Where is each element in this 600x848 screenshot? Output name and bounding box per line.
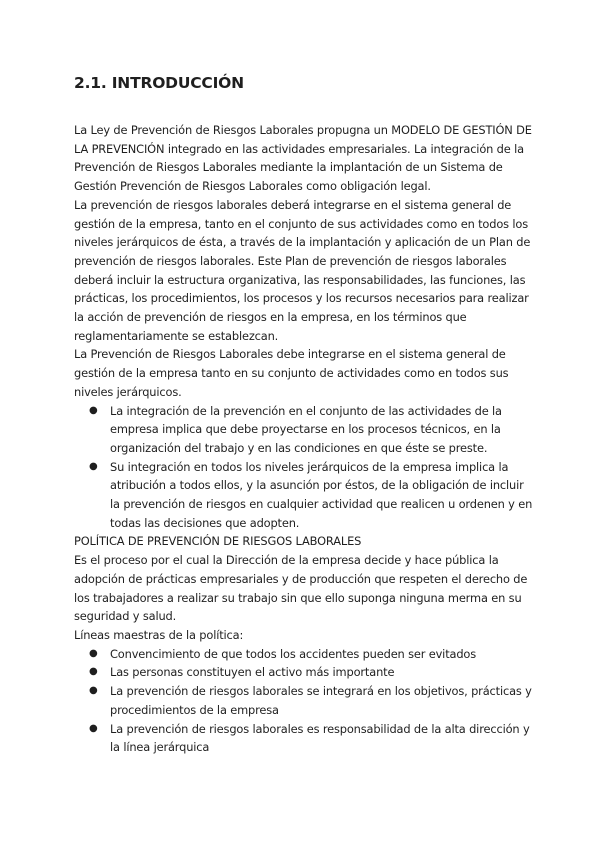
- document-page: [74, 70, 534, 757]
- list-item: [89, 682, 534, 719]
- bullet-icon: ●: [89, 722, 98, 734]
- integration-bullet-list: [74, 402, 534, 533]
- bullet-icon: ●: [89, 647, 98, 659]
- policy-paragraph: Es el proceso por el cual la Dirección de la empresa decide y hace pública la adopción de prácticas empresariales y de producción que respeten el derecho de los trabajadores a realizar su trabajo sin que ello suponga ninguna merma en su seguridad y salud.: [74, 553, 528, 624]
- policy-bullet-list: [74, 645, 534, 757]
- list-item-text: Convencimiento de que todos los accidentes pueden ser evitados: [110, 646, 477, 661]
- list-item: [89, 720, 534, 757]
- bullet-icon: ●: [89, 404, 98, 416]
- list-item-text: La integración de la prevención en el conjunto de las actividades de la empresa implica que debe proyectarse en los procesos técnicos, en la organización del trabajo y en las condiciones en que éste se preste.: [110, 403, 502, 455]
- list-item-text: La prevención de riesgos laborales se integrará en los objetivos, prácticas y procedimientos de la empresa: [110, 684, 532, 717]
- bullet-icon: ●: [89, 666, 98, 678]
- intro-paragraph-2: La prevención de riesgos laborales deberá integrarse en el sistema general de gestión de la empresa, tanto en el conjunto de sus actividades como en todos los niveles jerárquicos de ésta, a través de la implantación y aplicación de un Plan de prevención de riesgos laborales. Este Plan de prevención de riesgos laborales deberá incluir la estructura organizativa, las responsabilidades, las funciones, las prácticas, los procedimientos, los procesos y los recursos necesarios para realizar la acción de prevención de riesgos en la empresa, en los términos que reglamentariamente se establezcan.: [74, 197, 531, 343]
- policy-title: POLÍTICA DE PREVENCIÓN DE RIESGOS LABORALES: [74, 534, 362, 549]
- list-item: [89, 402, 534, 458]
- section-heading: 2.1. INTRODUCCIÓN: [74, 74, 244, 92]
- list-item-text: Su integración en todos los niveles jerárquicos de la empresa implica la atribución a todos ellos, y la asunción por éstos, de la obligación de incluir la prevención de riesgos en cualquier actividad que realicen u ordenen y en todas las decisiones que adopten.: [110, 459, 533, 530]
- list-item: [89, 458, 534, 533]
- list-item: [89, 645, 534, 664]
- list-item: [89, 663, 534, 682]
- intro-paragraph-1: La Ley de Prevención de Riesgos Laborales propugna un MODELO DE GESTIÓN DE LA PREVENCIÓN integrado en las actividades empresariales. La integración de la Prevención de Riesgos Laborales mediante la implantación de un Sistema de Gestión Prevención de Riesgos Laborales como obligación legal.: [74, 123, 532, 194]
- bullet-icon: ●: [89, 685, 98, 697]
- bullet-icon: ●: [89, 460, 98, 472]
- list-item-text: Las personas constituyen el activo más importante: [110, 665, 395, 680]
- policy-lines-label: Líneas maestras de la política:: [74, 627, 244, 642]
- list-item-text: La prevención de riesgos laborales es responsabilidad de la alta dirección y la línea jerárquica: [110, 721, 530, 755]
- intro-paragraph-3: La Prevención de Riesgos Laborales debe integrarse en el sistema general de gestión de la empresa tanto en su conjunto de actividades como en todos sus niveles jerárquicos.: [74, 347, 509, 399]
